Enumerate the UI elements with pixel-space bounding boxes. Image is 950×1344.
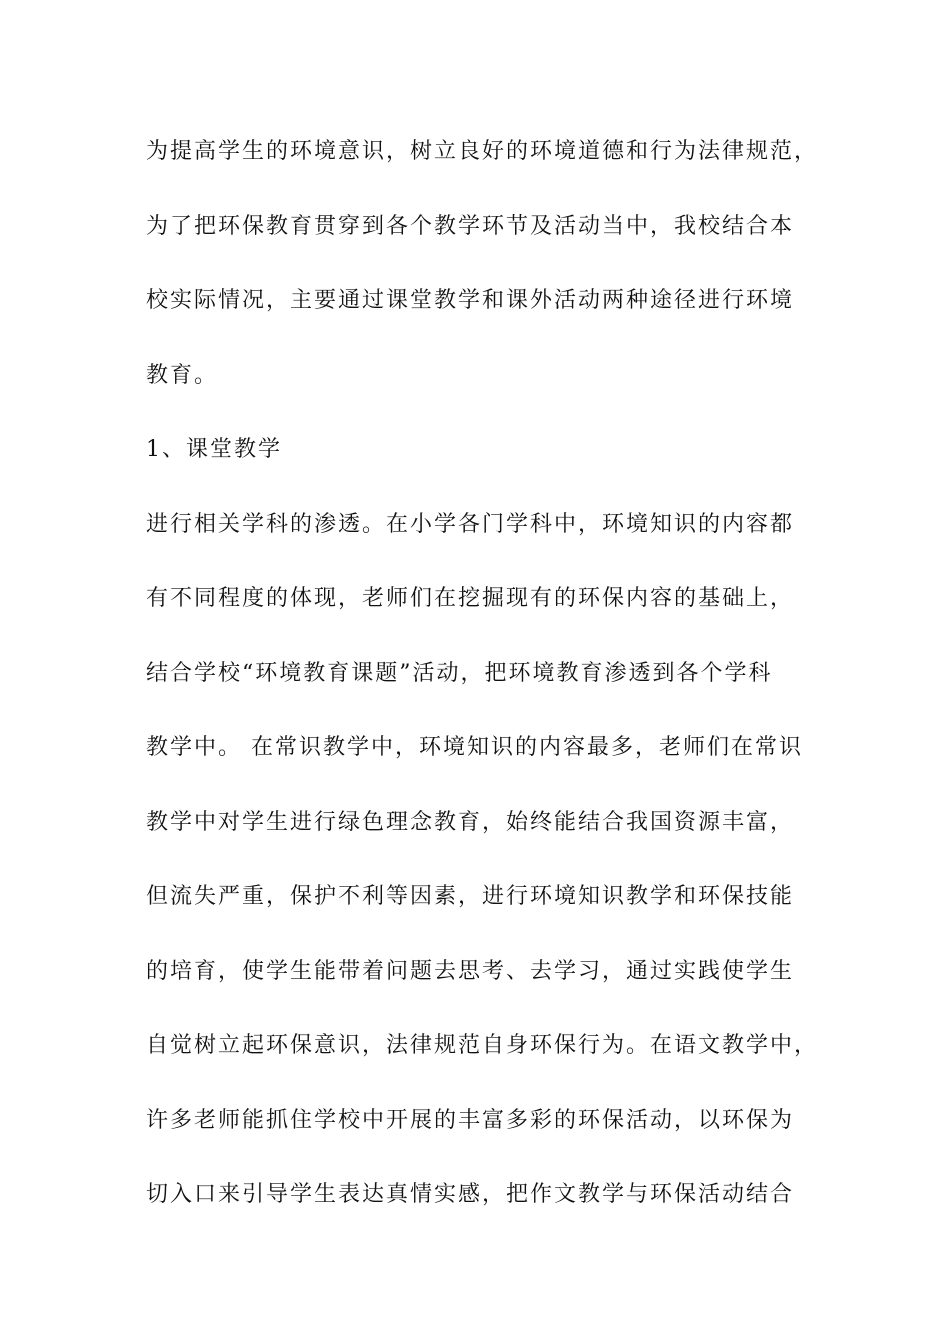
paragraph-line: 教学中。 在常识教学中，环境知识的内容最多，老师们在常识	[146, 735, 803, 760]
paragraph-line: 教育。	[146, 362, 219, 388]
paragraph-line: 校实际情况，主要通过课堂教学和课外活动两种途径进行环境	[146, 288, 795, 313]
paragraph-line: 的培育，使学生能带着问题去思考、去学习，通过实践使学生	[146, 958, 795, 984]
paragraph-line: 但流失严重，保护不利等因素，进行环境知识教学和环保技能	[146, 884, 795, 909]
document-body	[146, 130, 819, 1248]
paragraph-line: 为了把环保教育贯穿到各个教学环节及活动当中，我校结合本	[146, 213, 795, 239]
paragraph-line: 结合学校“环境教育课题”活动，把环境教育渗透到各个学科	[146, 660, 773, 686]
paragraph-line: 进行相关学科的渗透。在小学各门学科中，环境知识的内容都	[146, 511, 795, 537]
paragraph-line: 切入口来引导学生表达真情实感，把作文教学与环保活动结合	[146, 1182, 795, 1207]
paragraph-line: 为提高学生的环境意识，树立良好的环境道德和行为法律规范，	[146, 139, 819, 164]
paragraph-line: 自觉树立起环保意识，法律规范自身环保行为。在语文教学中，	[146, 1033, 819, 1058]
paragraph-line: 教学中对学生进行绿色理念教育，始终能结合我国资源丰富，	[146, 809, 795, 835]
paragraph-line: 许多老师能抓住学校中开展的丰富多彩的环保活动，以环保为	[146, 1107, 795, 1133]
paragraph-line: 有不同程度的体现，老师们在挖掘现有的环保内容的基础上，	[146, 586, 795, 611]
section-heading: 1、课堂教学	[146, 437, 282, 462]
